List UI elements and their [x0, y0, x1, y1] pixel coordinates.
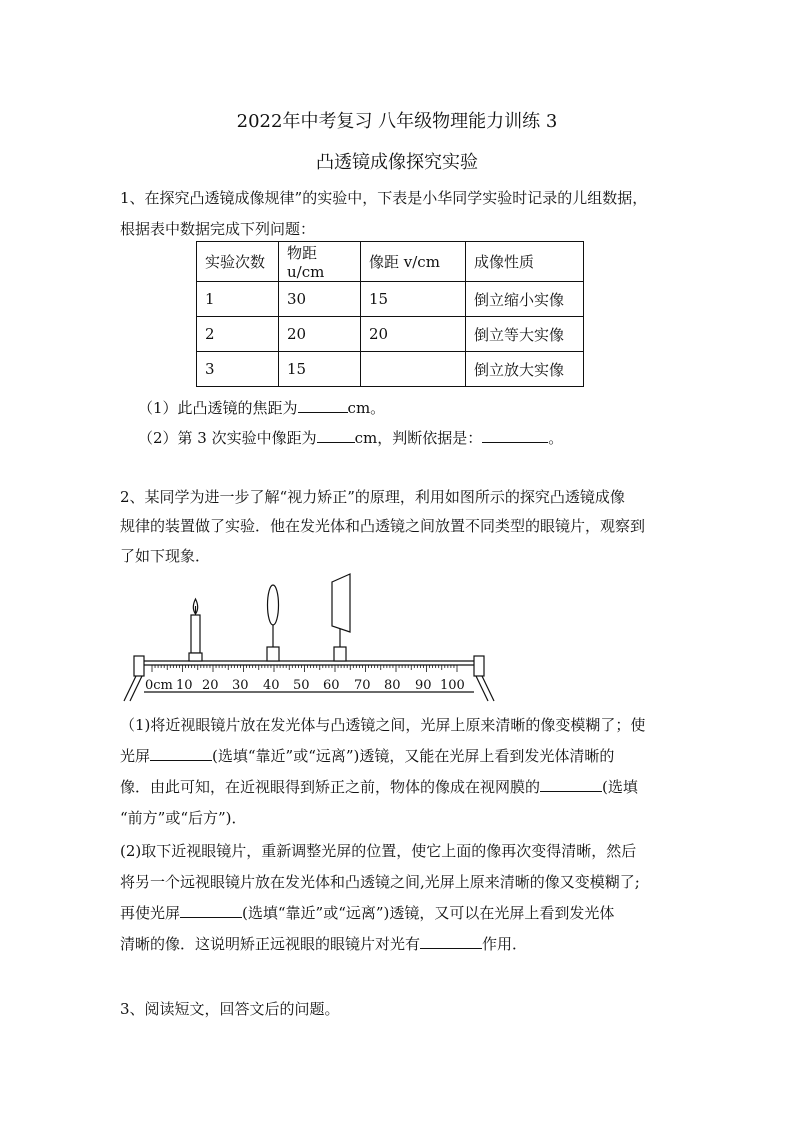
table-row [197, 282, 584, 317]
table-cell: 1 [197, 282, 279, 317]
answer-blank-focal-length[interactable] [298, 398, 348, 413]
q1-sub1-unit: cm。 [347, 399, 386, 417]
q2-text-line2: 规律的装置做了实验．他在发光体和凸透镜之间放置不同类型的眼镜片，观察到 [120, 517, 646, 535]
q1-sub2-text: （2）第 3 次实验中像距为 [138, 429, 317, 447]
ruler-ticks [152, 665, 457, 672]
convex-lens [268, 585, 279, 625]
table-cell: 倒立等大实像 [466, 317, 584, 352]
page-title: 2022年中考复习 八年级物理能力训练 3 [236, 111, 558, 132]
ruler-label: 60 [323, 678, 340, 693]
answer-blank-retina-position[interactable] [540, 777, 602, 792]
q1-sub2-end: 。 [548, 429, 564, 447]
ruler-label: 20 [202, 678, 219, 693]
ruler-label: 0cm [145, 678, 173, 693]
q2-p2-text: 作用． [482, 935, 528, 953]
table-cell: 20 [361, 317, 466, 352]
table-cell: 30 [279, 282, 361, 317]
q2-p1-text: (选填 [602, 778, 638, 796]
bench-left-post [134, 656, 144, 676]
q2-p2-text: (选填“靠近”或“远离”)透镜，又可以在光屏上看到发光体 [242, 904, 615, 922]
q2-text-line1: 2、某同学为进一步了解“视力矫正”的原理，利用如图所示的探究凸透镜成像 [120, 488, 625, 506]
ruler-label: 10 [176, 678, 193, 693]
bench-right-post [474, 656, 484, 676]
q2-p2-line1: (2)取下近视眼镜片，重新调整光屏的位置，使它上面的像再次变得清晰，然后 [120, 842, 637, 860]
ruler-label: 30 [232, 678, 249, 693]
table-row [197, 317, 584, 352]
answer-blank-reason[interactable] [482, 428, 548, 443]
ruler-label: 100 [440, 678, 465, 693]
table-header-cell: 物距 u/cm [279, 242, 361, 282]
q2-p2-line2: 将另一个远视眼镜片放在发光体和凸透镜之间,光屏上原来清晰的像又变模糊了; [120, 873, 640, 891]
q2-p1-text: 光屏 [120, 747, 151, 765]
bench-right-leg-inner [482, 676, 494, 701]
bench-left-leg-inner [130, 676, 142, 701]
data-table [196, 241, 584, 387]
q1-sub1 [138, 397, 385, 418]
q1-sub2-unit: cm，判断依据是： [354, 429, 483, 447]
candle-holder [189, 653, 202, 661]
table-cell: 2 [197, 317, 279, 352]
table-cell: 倒立放大实像 [466, 352, 584, 387]
candle [191, 615, 200, 653]
table-cell: 倒立缩小实像 [466, 282, 584, 317]
q2-p1-line2 [120, 745, 614, 766]
table-cell: 20 [279, 317, 361, 352]
light-screen [332, 574, 350, 632]
page-subtitle: 凸透镜成像探究实验 [316, 152, 478, 173]
bench-left-leg [124, 676, 136, 701]
q3-text-line1: 3、阅读短文，回答文后的问题。 [120, 1000, 340, 1018]
table-cell: 15 [361, 282, 466, 317]
ruler-label: 50 [293, 678, 310, 693]
table-header-cell: 像距 v/cm [361, 242, 466, 282]
answer-blank-myopia-screen[interactable] [150, 746, 212, 761]
lens-holder [267, 647, 279, 661]
bench-right-leg [476, 676, 488, 701]
table-cell [361, 352, 466, 387]
q1-text-line1: 1、在探究凸透镜成像规律”的实验中，下表是小华同学实验时记录的儿组数据， [120, 189, 648, 207]
ruler-label: 90 [415, 678, 432, 693]
q2-p2-line3 [120, 902, 614, 923]
table-header-cell: 成像性质 [466, 242, 584, 282]
q2-p1-line3 [120, 776, 638, 797]
table-header-row [197, 242, 584, 282]
table-header-cell: 实验次数 [197, 242, 279, 282]
answer-blank-hyperopia-screen[interactable] [180, 903, 242, 918]
ruler-label: 80 [384, 678, 401, 693]
q2-p2-text: 清晰的像．这说明矫正远视眼的眼镜片对光有 [120, 935, 421, 953]
q1-sub2 [138, 427, 563, 448]
ruler-label: 40 [263, 678, 280, 693]
table-cell: 15 [279, 352, 361, 387]
q1-sub1-text: （1）此凸透镜的焦距为 [138, 399, 298, 417]
ruler-labels [145, 678, 465, 693]
table-cell: 3 [197, 352, 279, 387]
optical-bench-diagram [118, 570, 508, 705]
q2-p2-text: 再使光屏 [120, 904, 181, 922]
q2-p1-line1: （1)将近视眼镜片放在发光体与凸透镜之间，光屏上原来清晰的像变模糊了；使 [120, 716, 646, 734]
ruler-label: 70 [354, 678, 371, 693]
q2-p1-line4: “前方”或“后方”)． [120, 809, 247, 827]
q2-p1-text: 像．由此可知，在近视眼得到矫正之前，物体的像成在视网膜的 [120, 778, 541, 796]
screen-holder [334, 647, 346, 661]
q1-text-line2: 根据表中数据完成下列问题： [120, 220, 316, 238]
q2-p1-text: (选填“靠近”或“远离”)透镜，又能在光屏上看到发光体清晰的 [212, 747, 615, 765]
q2-p2-line4 [120, 933, 527, 954]
answer-blank-lens-effect[interactable] [420, 934, 482, 949]
q2-text-line3: 了如下现象． [120, 547, 211, 565]
answer-blank-image-distance[interactable] [317, 428, 355, 443]
table-row [197, 352, 584, 387]
